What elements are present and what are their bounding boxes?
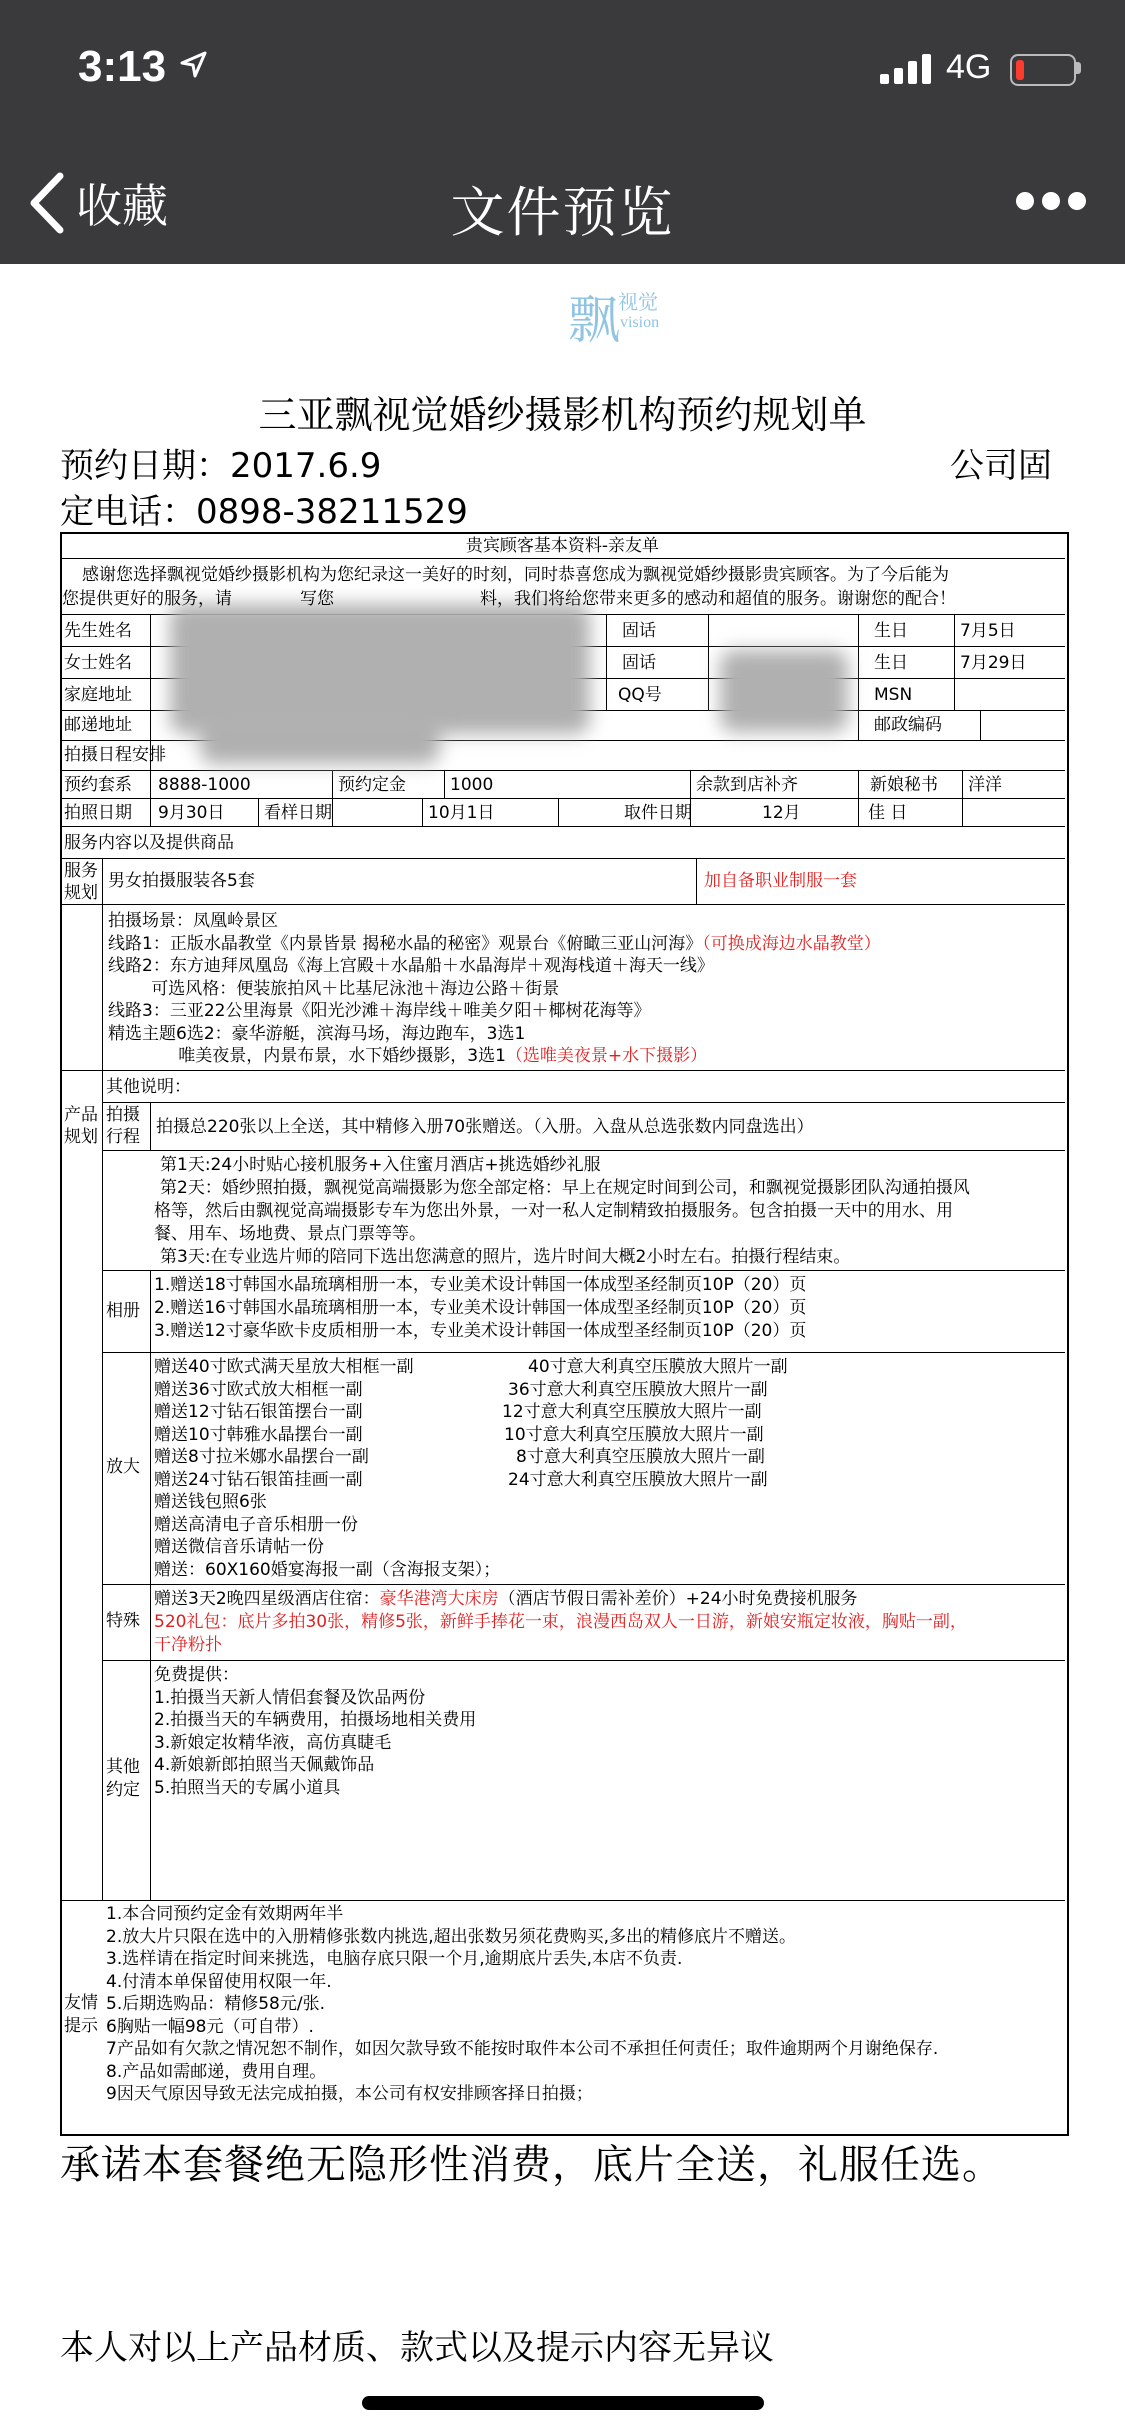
pledge-statement: 承诺本套餐绝无隐形性消费，底片全送，礼服任选。 (60, 2142, 1003, 2188)
appointment-date: 预约日期：2017.6.9 (60, 446, 382, 486)
enlarge-photo-item: 8寸意大利真空压膜放大照片一副 (516, 1447, 765, 1467)
tips-label-2: 提示 (64, 2016, 98, 2036)
day-line-5: 第3天:在专业选片师的陪同下选出您满意的照片，选片时间大概2小时左右。拍摄行程结束。 (160, 1247, 851, 1267)
special-line-3: 干净粉扑 (154, 1635, 222, 1655)
document-title: 三亚飘视觉婚纱摄影机构预约规划单 (258, 393, 867, 437)
album-line-1: 1.赠送18寸韩国水晶琉璃相册一本，专业美术设计韩国一体成型圣经制页10P（20）页 (154, 1275, 807, 1295)
product-label-2: 规划 (64, 1127, 98, 1147)
scene-text: 唯美夜景，内景布景，水下婚纱摄影，3选1 (108, 1046, 506, 1066)
zip-code-label: 邮政编码 (874, 715, 942, 735)
intro-line-2b: 写您 (300, 589, 334, 609)
free-item: 4.新娘新郎拍照当天佩戴饰品 (154, 1755, 375, 1775)
special-line-1b: 豪华港湾大床房 (379, 1589, 499, 1609)
other-agreement-label-1: 其他 (106, 1757, 140, 1777)
scene-text: 可选风格：便装旅拍风＋比基尼泳池＋海边公路＋街景 (108, 978, 560, 999)
enlarge-item: 赠送12寸钻石银笛摆台一副 (154, 1402, 363, 1422)
scene-line (108, 955, 714, 977)
section-header: 贵宾顾客基本资料-亲友单 (465, 536, 660, 556)
service-plan-label-2: 规划 (64, 883, 98, 903)
stylist-label: 新娘秘书 (870, 775, 938, 795)
pickup-date-value: 12月 (762, 803, 801, 823)
itinerary-text: 拍摄总220张以上全送，其中精修入册70张赠送。（入册。入盘从总选张数内同盘选出） (156, 1117, 814, 1137)
mailing-address-label: 邮递地址 (64, 715, 132, 735)
scene-line (108, 1023, 525, 1045)
deposit-label: 预约定金 (338, 775, 406, 795)
scene-line (108, 910, 278, 932)
company-fixed-label: 公司固 (950, 446, 1052, 486)
tip-item: 9因天气原因导致无法完成拍摄，本公司有权安排顾客择日拍摄； (106, 2084, 593, 2104)
home-address-label: 家庭地址 (64, 685, 132, 705)
scene-highlight: （选唯美夜景+水下摄影） (505, 1046, 708, 1066)
album-line-2: 2.赠送16寸韩国水晶琉璃相册一本，专业美术设计韩国一体成型圣经制页10P（20）页 (154, 1298, 807, 1318)
scene-text: 线路2：东方迪拜凤凰岛《海上宫殿＋水晶船＋水晶海岸＋观海栈道＋海天一线》 (108, 956, 714, 976)
service-plan-label-1: 服务 (64, 861, 98, 881)
back-label: 收藏 (76, 179, 168, 233)
home-indicator[interactable] (362, 2396, 764, 2410)
scene-highlight: （可换成海边水晶教堂） (702, 933, 881, 954)
service-plan-content: 男女拍摄服装各5套 (108, 871, 255, 891)
free-item: 免费提供： (154, 1665, 239, 1685)
deposit-value: 1000 (450, 775, 494, 795)
agreement-statement: 本人对以上产品材质、款式以及提示内容无异议 (60, 2328, 774, 2368)
shoot-date-label: 拍照日期 (64, 803, 132, 823)
tip-item: 2.放大片只限在选中的入册精修张数内挑选,超出张数另须花费购买,多出的精修底片不赠送。 (106, 1926, 797, 1947)
status-time: 3:13 (78, 42, 167, 91)
shoot-date-value: 9月30日 (158, 803, 225, 823)
enlarge-item: 赠送高清电子音乐相册一份 (154, 1514, 358, 1535)
enlarge-item: 赠送24寸钻石银笛挂画一副 (154, 1469, 363, 1490)
pickup-day-value: 佳 日 (868, 803, 908, 823)
enlarge-label: 放大 (106, 1457, 140, 1477)
enlarge-item: 赠送36寸欧式放大相框一副 (154, 1379, 363, 1400)
logo-char: 飘 (568, 291, 621, 351)
intro-line-1: 感谢您选择飘视觉婚纱摄影机构为您纪录这一美好的时刻，同时恭喜您成为飘视觉婚纱摄影贵宾顾客。为了今后能为 (82, 565, 949, 585)
album-line-3: 3.赠送12寸豪华欧卡皮质相册一本，专业美术设计韩国一体成型圣经制页10P（20）页 (154, 1321, 807, 1341)
enlarge-photo-item: 24寸意大利真空压膜放大照片一副 (508, 1469, 768, 1490)
product-label-1: 产品 (64, 1105, 98, 1125)
stylist-value: 洋洋 (968, 775, 1002, 795)
status-bar (0, 0, 1125, 140)
tip-item: 3.选样请在指定时间来挑选，电脑存底只限一个月,逾期底片丢失,本店不负责. (106, 1949, 683, 1969)
scene-line (108, 1045, 707, 1067)
enlarge-item: 赠送钱包照6张 (154, 1492, 267, 1512)
nav-title: 文件预览 (450, 181, 675, 244)
navigation-bar (0, 140, 1125, 264)
msn-label: MSN (874, 685, 913, 705)
special-label: 特殊 (106, 1611, 140, 1631)
enlarge-item: 赠送微信音乐请帖一份 (154, 1537, 324, 1557)
location-arrow-icon (178, 50, 208, 80)
service-plan-extra: 加自备职业制服一套 (704, 871, 857, 891)
scene-line (108, 978, 559, 1000)
tip-item: 8.产品如需邮递，费用自理。 (106, 2061, 327, 2082)
groom-birthday: 7月5日 (960, 621, 1016, 641)
more-options-icon[interactable] (1016, 192, 1086, 212)
scene-line (108, 933, 881, 955)
enlarge-photo-item: 36寸意大利真空压膜放大照片一副 (508, 1379, 768, 1400)
bride-name-label: 女士姓名 (64, 653, 132, 673)
scene-line (108, 1000, 650, 1022)
balance-label: 余款到店补齐 (696, 775, 798, 795)
other-agreement-label-2: 约定 (106, 1780, 140, 1800)
view-date-value: 10月1日 (428, 803, 495, 823)
redacted-qq-block (720, 650, 848, 732)
scene-text: 线路1：正版水晶教堂《内景皆景 揭秘水晶的秘密》观景台《俯瞰三亚山河海》 (108, 933, 703, 954)
enlarge-item: 赠送10寸韩雅水晶摆台一副 (154, 1424, 363, 1445)
enlarge-photo-item: 12寸意大利真空压膜放大照片一副 (502, 1402, 762, 1422)
intro-line-2a: 您提供更好的服务，请 (62, 589, 232, 609)
free-item: 5.拍照当天的专属小道具 (154, 1777, 341, 1798)
logo-small: 视觉 (618, 290, 658, 314)
day-line-1: 第1天:24小时贴心接机服务+入住蜜月酒店+挑选婚纱礼服 (160, 1155, 601, 1175)
view-date-label: 看样日期 (264, 803, 332, 823)
itinerary-label-1: 拍摄 (106, 1105, 140, 1125)
signal-strength-icon (880, 52, 932, 84)
package-value: 8888-1000 (158, 775, 251, 795)
special-line-1c: （酒店节假日需补差价）+24小时免费接机服务 (498, 1589, 858, 1609)
network-type: 4G (946, 48, 992, 86)
redacted-address-block (200, 712, 440, 764)
tip-item: 1.本合同预约定金有效期两年半 (106, 1904, 344, 1924)
itinerary-label-2: 行程 (106, 1127, 140, 1147)
bride-phone-label: 固话 (622, 653, 656, 673)
special-line-1 (154, 1588, 858, 1610)
free-item: 2.拍摄当天的车辆费用，拍摄场地相关费用 (154, 1710, 477, 1730)
free-item: 3.新娘定妆精华液，高仿真睫毛 (154, 1732, 392, 1753)
enlarge-item: 赠送8寸拉米娜水晶摆台一副 (154, 1447, 369, 1467)
free-item: 1.拍摄当天新人情侣套餐及饮品两份 (154, 1687, 426, 1708)
battery-icon (1010, 54, 1076, 86)
enlarge-photo-item: 40寸意大利真空压膜放大照片一副 (528, 1357, 788, 1377)
enlarge-photo-item: 10寸意大利真空压膜放大照片一副 (504, 1424, 764, 1445)
shoot-schedule-label: 拍摄日程安排 (64, 745, 166, 765)
enlarge-item: 赠送40寸欧式满天星放大相框一副 (154, 1357, 414, 1377)
bride-birthday-label: 生日 (874, 653, 908, 673)
enlarge-item: 赠送：60X160婚宴海报一副（含海报支架）； (154, 1559, 501, 1580)
special-line-2: 520礼包：底片多拍30张，精修5张，新鲜手捧花一束，浪漫西岛双人一日游，新娘安瓶定妆液，胸贴一副， (154, 1612, 967, 1632)
scene-text: 拍摄场景：凤凰岭景区 (108, 911, 278, 931)
tips-label-1: 友情 (64, 1993, 98, 2013)
tip-item: 7产品如有欠款之情况恕不制作，如因欠款导致不能按时取件本公司不承担任何责任；取件逾期两个月谢绝保存. (106, 2039, 939, 2059)
battery-tip (1076, 62, 1081, 74)
package-label: 预约套系 (64, 775, 132, 795)
bride-birthday: 7月29日 (960, 653, 1027, 673)
logo-english: vision (620, 314, 660, 331)
scene-text: 精选主题6选2：豪华游艇，滨海马场，海边跑车，3选1 (108, 1023, 526, 1044)
tip-item: 6胸贴一幅98元（可自带）. (106, 2016, 314, 2037)
scene-text: 线路3：三亚22公里海景《阳光沙滩＋海岸线＋唯美夕阳＋椰树花海等》 (108, 1001, 651, 1021)
groom-name-label: 先生姓名 (64, 621, 132, 641)
company-phone: 定电话：0898-38211529 (60, 492, 468, 532)
day-line-4: 餐、用车、场地费、景点门票等等。 (154, 1224, 426, 1244)
intro-line-2c: 料，我们将给您带来更多的感动和超值的服务。谢谢您的配合！ (480, 589, 956, 609)
special-line-1a: 赠送3天2晚四星级酒店住宿： (154, 1589, 380, 1609)
day-line-2: 第2天：婚纱照拍摄，飘视觉高端摄影为您全部定格：早上在规定时间到公司，和飘视觉摄影团队沟通拍摄风 (160, 1178, 970, 1198)
company-logo (568, 278, 680, 351)
tip-item: 4.付清本单保留使用权限一年. (106, 1971, 332, 1992)
qq-label: QQ号 (618, 685, 662, 705)
groom-birthday-label: 生日 (874, 621, 908, 641)
tip-item: 5.后期选购品：精修58元/张. (106, 1994, 325, 2014)
groom-phone-label: 固话 (622, 621, 656, 641)
album-label: 相册 (106, 1301, 140, 1321)
day-line-3: 格等，然后由飘视觉高端摄影专车为您出外景，一对一私人定制精致拍摄服务。包含拍摄一天中的用水、用 (154, 1201, 953, 1221)
services-header: 服务内容以及提供商品 (64, 833, 234, 853)
pickup-date-label: 取件日期 (624, 803, 692, 823)
other-notes: 其他说明： (106, 1077, 191, 1097)
